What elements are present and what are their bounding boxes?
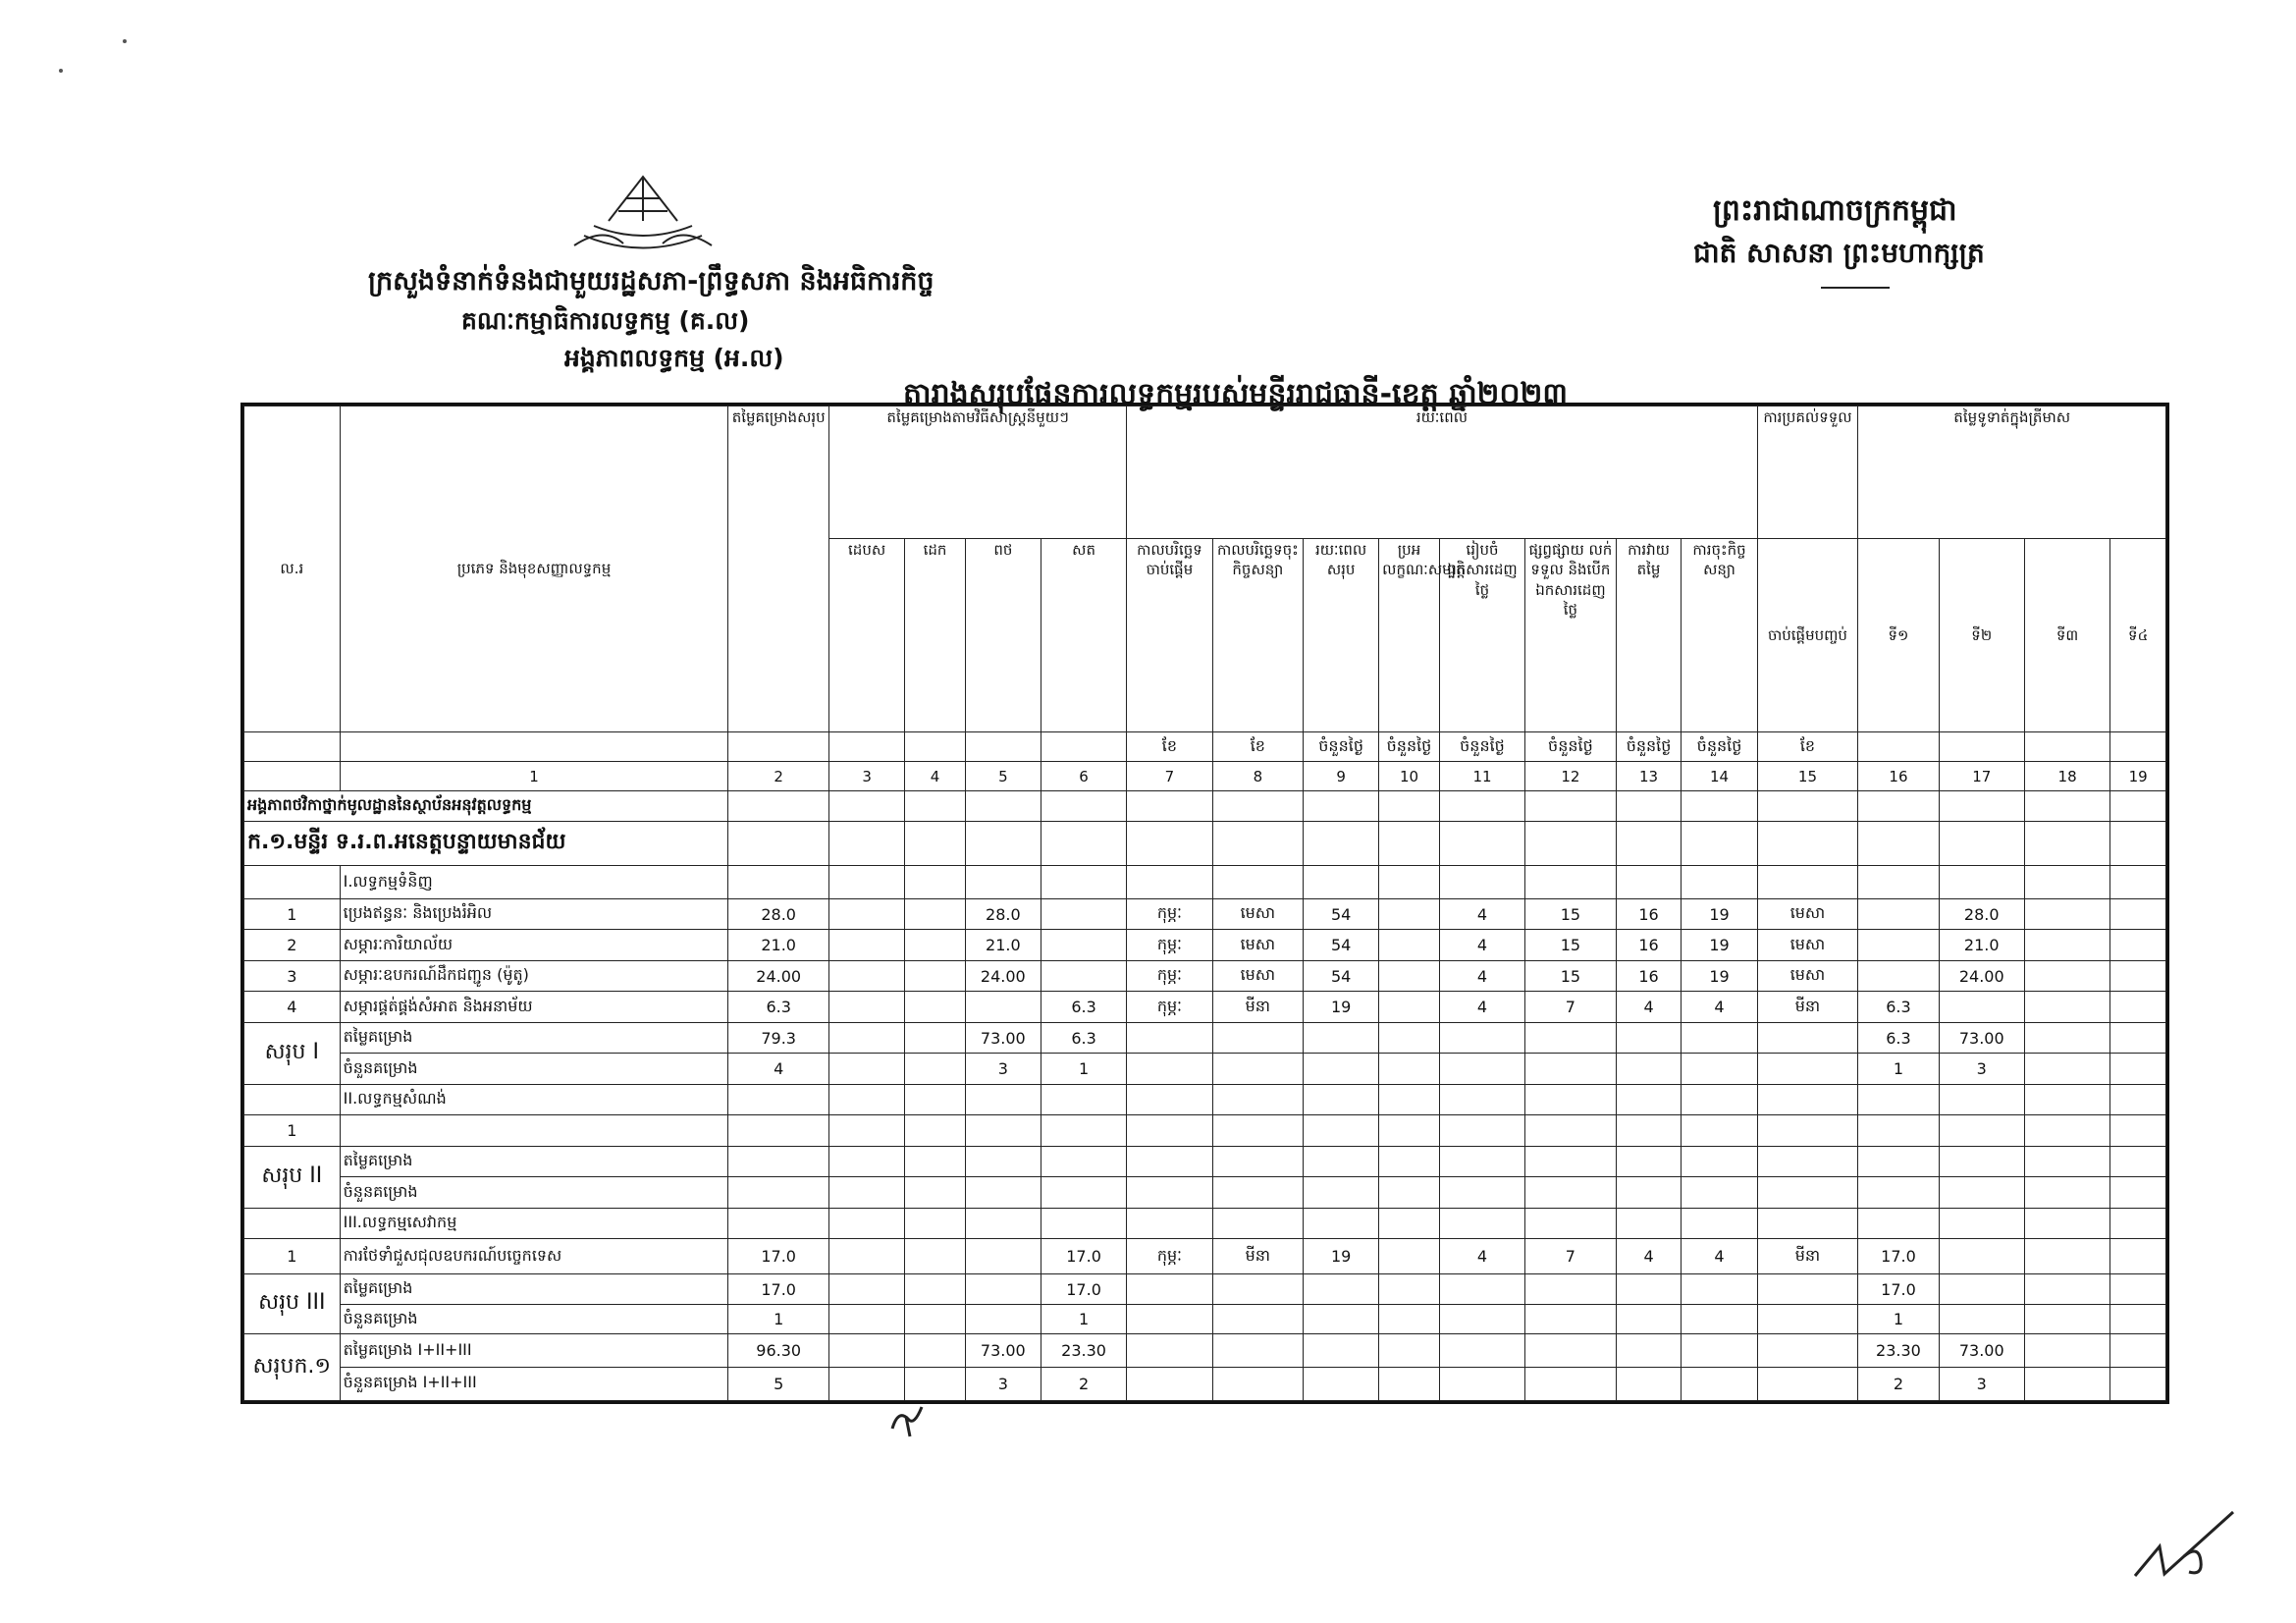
item-contract-days: 19 <box>1682 960 1757 992</box>
item-contract-days: 4 <box>1682 1239 1757 1274</box>
item-total-days: 19 <box>1304 992 1379 1023</box>
item-publish-days: 15 <box>1525 960 1616 992</box>
sum3-method-4: 17.0 <box>1041 1274 1126 1304</box>
sumk-q1: 23.30 <box>1858 1334 1939 1368</box>
col-duration: រយៈពេល <box>1127 406 1757 539</box>
sumk-count-total: 5 <box>728 1367 829 1400</box>
sum-value-label: តម្លៃគម្រោង <box>340 1022 728 1054</box>
item-total-days: 54 <box>1304 898 1379 930</box>
item-method-3: 28.0 <box>965 898 1041 930</box>
item-method-4 <box>1041 898 1126 930</box>
subtotal-row <box>244 1022 2166 1054</box>
item-contract: មេសា <box>1212 898 1303 930</box>
column-number: 18 <box>2024 762 2109 790</box>
sum3-count-total: 1 <box>728 1304 829 1333</box>
column-number: 1 <box>340 762 728 790</box>
sum1-method-3: 73.00 <box>965 1022 1041 1054</box>
total-row <box>244 1334 2166 1368</box>
sumk-method-3: 73.00 <box>965 1334 1041 1368</box>
item-method-4 <box>1041 930 1126 961</box>
item-contract: មេសា <box>1212 960 1303 992</box>
item-q1 <box>1858 898 1939 930</box>
item-method-4 <box>1041 960 1126 992</box>
item-q2: 28.0 <box>1939 898 2024 930</box>
item-no: 1 <box>244 1239 341 1274</box>
col-method-4: សត <box>1041 539 1126 732</box>
item-eval-days: 16 <box>1616 930 1682 961</box>
item-contract-days: 19 <box>1682 930 1757 961</box>
unit-month: ខែ <box>1757 732 1858 762</box>
unit-days: ចំនួនថ្ងៃ <box>1682 732 1757 762</box>
document-title: តារាងសរុបផែនការលទ្ធកម្មរបស់មន្ទីររាជធានី-ខេត្ត ឆ្នាំ២០២៣ <box>903 377 1568 411</box>
item-method-3: 24.00 <box>965 960 1041 992</box>
col-by-method: តម្លៃគម្រោងតាមវិធីសាស្ត្រនីមួយៗ <box>829 406 1127 539</box>
sumk-count-label: ចំនួនគម្រោង I+II+III <box>340 1367 728 1400</box>
sum-value-label: តម្លៃគម្រោង <box>340 1146 728 1177</box>
item-method-4: 17.0 <box>1041 1239 1126 1274</box>
item-prep-days: 4 <box>1439 992 1524 1023</box>
item-q1: 6.3 <box>1858 992 1939 1023</box>
item-publish-days: 7 <box>1525 992 1616 1023</box>
national-motto: ជាតិ សាសនា ព្រះមហាក្សត្រ <box>1693 237 1985 269</box>
item-prep-days: 4 <box>1439 960 1524 992</box>
sum-count-label: ចំនួនគម្រោង <box>340 1304 728 1333</box>
column-number: 19 <box>2110 762 2166 790</box>
sum1-count-q2: 3 <box>1939 1054 2024 1085</box>
unit-days: ចំនួនថ្ងៃ <box>1525 732 1616 762</box>
sum3-count-q1: 1 <box>1858 1304 1939 1333</box>
subtotal-row <box>244 1146 2166 1177</box>
item-handover: មេសា <box>1757 930 1858 961</box>
sum1-q1: 6.3 <box>1858 1022 1939 1054</box>
column-number: 9 <box>1304 762 1379 790</box>
column-number: 15 <box>1757 762 1858 790</box>
column-number: 13 <box>1616 762 1682 790</box>
item-total: 21.0 <box>728 930 829 961</box>
item-handover: មីនា <box>1757 992 1858 1023</box>
col-q2: ទី២ <box>1939 539 2024 732</box>
col-d3: រយៈពេលសរុប <box>1304 539 1379 732</box>
scan-speck <box>59 69 63 73</box>
item-q1 <box>1858 930 1939 961</box>
sumk-count-method-4: 2 <box>1041 1367 1126 1400</box>
col-q4: ទី៤ <box>2110 539 2166 732</box>
item-start: កុម្ភៈ <box>1127 992 1212 1023</box>
item-total: 24.00 <box>728 960 829 992</box>
sum1-method-4: 6.3 <box>1041 1022 1126 1054</box>
column-number: 14 <box>1682 762 1757 790</box>
column-number: 7 <box>1127 762 1212 790</box>
initial-mark-icon <box>888 1399 928 1438</box>
item-prep-days: 4 <box>1439 898 1524 930</box>
sum-1-label: សរុប I <box>244 1022 341 1084</box>
item-name: ការថែទាំជួសជុលឧបករណ៍បច្ចេកទេស <box>340 1239 728 1274</box>
col-d6: ផ្សព្វផ្សាយ លក់ទទួល និងបើកឯកសារដេញថ្លៃ <box>1525 539 1616 732</box>
sum3-count-method-4: 1 <box>1041 1304 1126 1333</box>
sum1-total: 79.3 <box>728 1022 829 1054</box>
sum-value-label: តម្លៃគម្រោង <box>340 1274 728 1304</box>
item-prep-days: 4 <box>1439 1239 1524 1274</box>
item-eval-days: 4 <box>1616 1239 1682 1274</box>
table-row <box>244 992 2166 1023</box>
sum-count-label: ចំនួនគម្រោង <box>340 1177 728 1209</box>
column-number: 17 <box>1939 762 2024 790</box>
column-number: 6 <box>1041 762 1126 790</box>
column-number: 2 <box>728 762 829 790</box>
item-name: សម្ភារផ្គត់ផ្គង់សំអាត និងអនាម័យ <box>340 992 728 1023</box>
col-d2: កាលបរិច្ឆេទចុះកិច្ចសន្យា <box>1212 539 1303 732</box>
motto-divider <box>1821 287 1890 289</box>
col-no: ល.រ <box>244 406 341 732</box>
col-method-1: ដេបស <box>829 539 905 732</box>
item-total-days: 54 <box>1304 930 1379 961</box>
item-total-days: 19 <box>1304 1239 1379 1274</box>
sumk-total: 96.30 <box>728 1334 829 1368</box>
column-number: 16 <box>1858 762 1939 790</box>
emblem-seal-icon <box>564 167 721 260</box>
item-start: កុម្ភៈ <box>1127 960 1212 992</box>
col-total-estimate: តម្លៃគម្រោងសរុប <box>728 406 829 732</box>
col-method-2: ដេក <box>905 539 966 732</box>
item-name: សម្ភារៈការិយាល័យ <box>340 930 728 961</box>
column-number: 11 <box>1439 762 1524 790</box>
item-total-days: 54 <box>1304 960 1379 992</box>
col-handover-sub: ចាប់ផ្ដើមបញ្ចប់ <box>1757 539 1858 732</box>
sumk-value-label: តម្លៃគម្រោង I+II+III <box>340 1334 728 1368</box>
item-contract: មេសា <box>1212 930 1303 961</box>
col-d8: ការចុះកិច្ចសន្យា <box>1682 539 1757 732</box>
ministry-name: ក្រសួងទំនាក់ទំនងជាមួយរដ្ឋសភា-ព្រឹទ្ធសភា និងអធិការកិច្ច <box>368 266 934 297</box>
item-q2: 24.00 <box>1939 960 2024 992</box>
sum1-count-total: 4 <box>728 1054 829 1085</box>
column-number-row <box>244 762 2166 790</box>
column-number: 4 <box>905 762 966 790</box>
col-method-3: ពថ <box>965 539 1041 732</box>
item-total: 17.0 <box>728 1239 829 1274</box>
department-heading: ក.១.មន្ទីរ ទ.រ.ព.អនេត្តបន្ទាយមានជ័យ <box>244 822 728 866</box>
table-row <box>244 960 2166 992</box>
column-number: 5 <box>965 762 1041 790</box>
subtotal-row <box>244 1054 2166 1085</box>
committee-name: គណៈកម្មាធិការលទ្ធកម្ម (គ.ល) <box>461 306 750 335</box>
item-no: 1 <box>244 898 341 930</box>
item-no: 4 <box>244 992 341 1023</box>
item-no: 1 <box>244 1115 341 1147</box>
sum1-count-q1: 1 <box>1858 1054 1939 1085</box>
item-name: សម្ភារៈឧបករណ៍ដឹកជញ្ជូន (ម៉ូតូ) <box>340 960 728 992</box>
procurement-plan-table <box>240 403 2169 1404</box>
item-method-4: 6.3 <box>1041 992 1126 1023</box>
column-number: 3 <box>829 762 905 790</box>
item-contract: មីនា <box>1212 992 1303 1023</box>
item-start: កុម្ភៈ <box>1127 1239 1212 1274</box>
unit-days: ចំនួនថ្ងៃ <box>1379 732 1440 762</box>
sum-count-label: ចំនួនគម្រោង <box>340 1054 728 1085</box>
item-handover: មេសា <box>1757 960 1858 992</box>
col-d5: រៀបចំឯកសារដេញថ្លៃ <box>1439 539 1524 732</box>
sumk-count-q2: 3 <box>1939 1367 2024 1400</box>
section-construction: II.លទ្ធកម្មសំណង់ <box>340 1084 728 1115</box>
sumk-q2: 73.00 <box>1939 1334 2024 1368</box>
item-q2 <box>1939 992 2024 1023</box>
column-number: 12 <box>1525 762 1616 790</box>
item-contract-days: 4 <box>1682 992 1757 1023</box>
sumk-count-q1: 2 <box>1858 1367 1939 1400</box>
item-eval-days: 4 <box>1616 992 1682 1023</box>
item-no: 2 <box>244 930 341 961</box>
sum1-count-method-3: 3 <box>965 1054 1041 1085</box>
unit-days: ចំនួនថ្ងៃ <box>1304 732 1379 762</box>
column-number: 10 <box>1379 762 1440 790</box>
scan-speck <box>123 39 127 43</box>
col-handover: ការប្រគល់ទទួល <box>1757 406 1858 539</box>
item-start: កុម្ភៈ <box>1127 898 1212 930</box>
item-total: 28.0 <box>728 898 829 930</box>
item-publish-days: 7 <box>1525 1239 1616 1274</box>
item-publish-days: 15 <box>1525 898 1616 930</box>
sum-3-label: សរុប III <box>244 1274 341 1334</box>
unit-heading-row: អង្គភាពថវិកាថ្នាក់មូលដ្ឋាននៃស្ថាប័នអនុវត្តលទ្ធកម្ម <box>244 790 728 822</box>
table-row <box>244 898 2166 930</box>
table-row <box>244 1239 2166 1274</box>
col-type-desc: ប្រភេទ និងមុខសញ្ញាលទ្ធកម្ម <box>340 406 728 732</box>
item-q1: 17.0 <box>1858 1239 1939 1274</box>
item-q1 <box>1858 960 1939 992</box>
unit-name: អង្គភាពលទ្ធកម្ម (អ.ល) <box>564 344 784 372</box>
section-services: III.លទ្ធកម្មសេវាកម្ម <box>340 1208 728 1239</box>
item-q2: 21.0 <box>1939 930 2024 961</box>
sum-k1-label: សរុបក.១ <box>244 1334 341 1401</box>
item-contract-days: 19 <box>1682 898 1757 930</box>
subtotal-row <box>244 1274 2166 1304</box>
item-method-3 <box>965 992 1041 1023</box>
sum1-count-method-4: 1 <box>1041 1054 1126 1085</box>
unit-month: ខែ <box>1212 732 1303 762</box>
item-handover: មីនា <box>1757 1239 1858 1274</box>
item-method-3: 21.0 <box>965 930 1041 961</box>
subtotal-row <box>244 1304 2166 1333</box>
unit-month: ខែ <box>1127 732 1212 762</box>
subtotal-row <box>244 1177 2166 1209</box>
section-goods: I.លទ្ធកម្មទំនិញ <box>340 866 728 899</box>
sumk-count-method-3: 3 <box>965 1367 1041 1400</box>
item-start: កុម្ភៈ <box>1127 930 1212 961</box>
sum3-total: 17.0 <box>728 1274 829 1304</box>
item-no: 3 <box>244 960 341 992</box>
kingdom-name: ព្រះរាជាណាចក្រកម្ពុជា <box>1713 193 1957 228</box>
col-d7: ការវាយតម្លៃ <box>1616 539 1682 732</box>
item-contract: មីនា <box>1212 1239 1303 1274</box>
item-prep-days: 4 <box>1439 930 1524 961</box>
item-eval-days: 16 <box>1616 960 1682 992</box>
sum-2-label: សរុប II <box>244 1146 341 1208</box>
table-row <box>244 930 2166 961</box>
item-total: 6.3 <box>728 992 829 1023</box>
item-handover: មេសា <box>1757 898 1858 930</box>
sumk-method-4: 23.30 <box>1041 1334 1126 1368</box>
sum1-q2: 73.00 <box>1939 1022 2024 1054</box>
total-row <box>244 1367 2166 1400</box>
sum3-q1: 17.0 <box>1858 1274 1939 1304</box>
unit-row <box>244 732 2166 762</box>
column-number: 8 <box>1212 762 1303 790</box>
col-d1: កាលបរិច្ឆេទចាប់ផ្ដើម <box>1127 539 1212 732</box>
item-publish-days: 15 <box>1525 930 1616 961</box>
item-eval-days: 16 <box>1616 898 1682 930</box>
col-q1: ទី១ <box>1858 539 1939 732</box>
col-q3: ទី៣ <box>2024 539 2109 732</box>
signature-icon <box>2130 1507 2238 1581</box>
col-d4: ប្រអលក្ខណៈសម្បត្តិ <box>1379 539 1440 732</box>
item-name: ប្រេងឥន្ធនៈ និងប្រេងរំអិល <box>340 898 728 930</box>
unit-days: ចំនួនថ្ងៃ <box>1616 732 1682 762</box>
col-quarterly: តម្លៃទូទាត់ក្នុងត្រីមាស <box>1858 406 2166 539</box>
unit-days: ចំនួនថ្ងៃ <box>1439 732 1524 762</box>
